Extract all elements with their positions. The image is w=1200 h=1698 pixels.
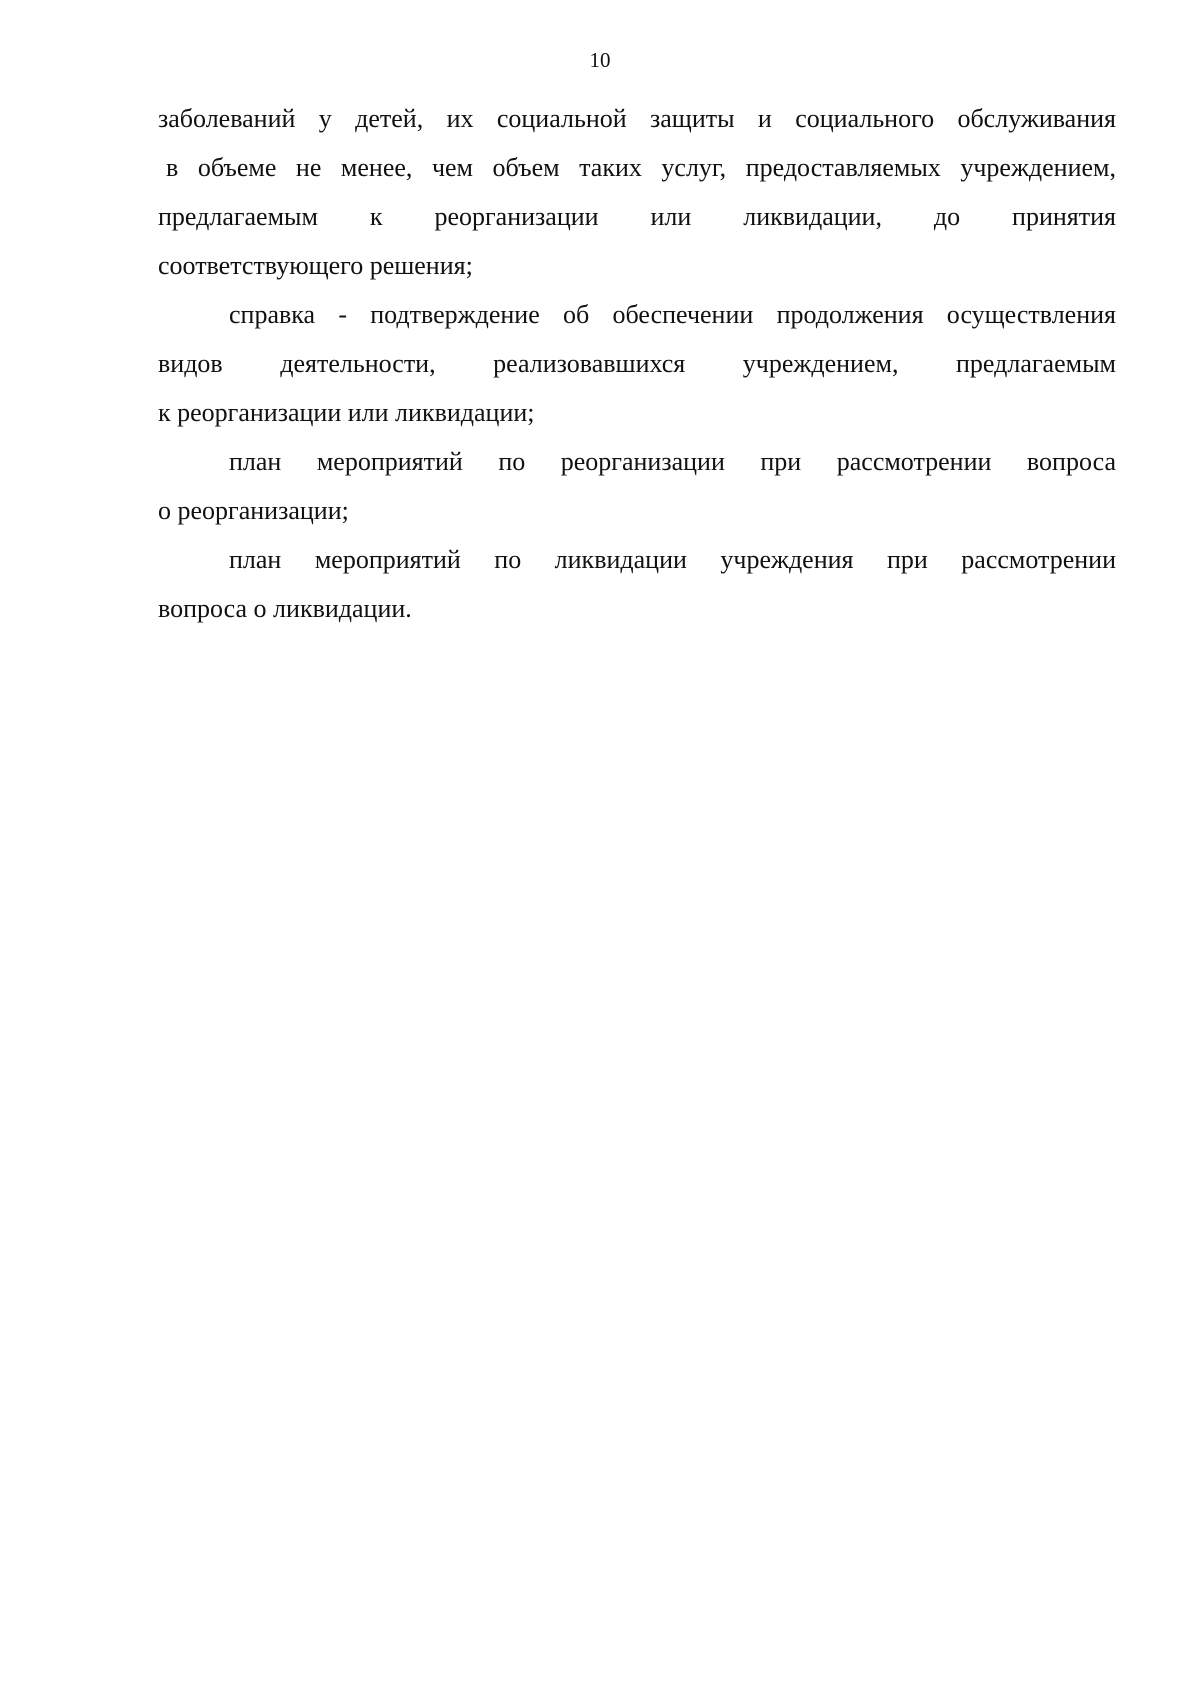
text-line: в объеме не менее, чем объем таких услуг, предоставляемых учреждением, — [166, 153, 1116, 182]
paragraph-first-line: план мероприятий по ликвидации учреждения при рассмотрении — [229, 545, 1116, 574]
text-line: предлагаемым к реорганизации или ликвидации, до принятия — [158, 202, 1116, 231]
text-line: вопроса о ликвидации. — [158, 594, 412, 623]
text-line: заболеваний у детей, их социальной защиты и социального обслуживания — [158, 104, 1116, 133]
text-line: соответствующего решения; — [158, 251, 473, 280]
paragraph-first-line: справка - подтверждение об обеспечении продолжения осуществления — [229, 300, 1116, 329]
text-line: к реорганизации или ликвидации; — [158, 398, 535, 427]
page-number: 10 — [589, 48, 611, 72]
text-line: видов деятельности, реализовавшихся учреждением, предлагаемым — [158, 349, 1116, 378]
document-body — [158, 94, 1116, 633]
paragraph-first-line: план мероприятий по реорганизации при рассмотрении вопроса — [229, 447, 1116, 476]
text-line: о реорганизации; — [158, 496, 349, 525]
